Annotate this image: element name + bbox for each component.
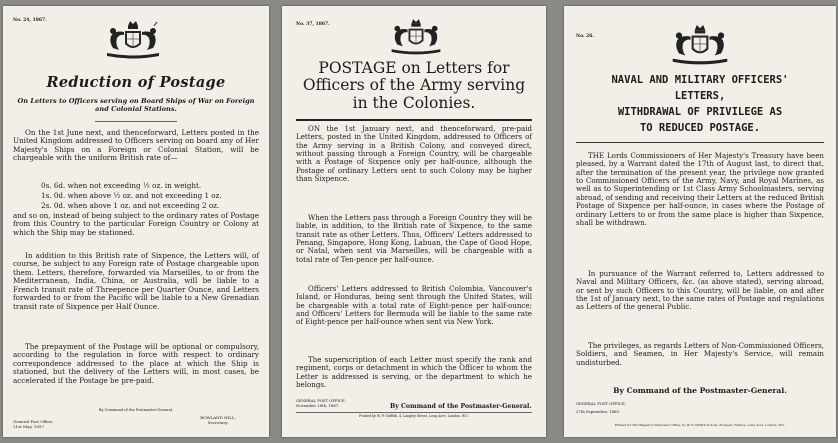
paragraph-4: The superscription of each Letter must specify the rank and regiment, corps or detachment in which the Officer to whom the Letter is addressed is serving, or the department to which he belongs. — [296, 355, 532, 390]
printer-imprint: Printed by W. P. Griffith, 4, Langley Street, Long Acre, London, W.C. — [359, 414, 469, 418]
title-line-3: WITHDRAWAL OF PRIVILEGE AS — [617, 106, 783, 118]
notice-number: No. 26. — [576, 34, 594, 39]
paragraph-4: The prepayment of the Postage will be optional or compulsory, according to the regulation in force with respect to ordinary correspondence addressed to the place at which the Ship is stationed, but the delivery of the Letters will, in most cases, be accelerated if the Postage be pre-paid. — [13, 342, 259, 385]
paragraph-2: and so on, instead of being subject to the ordinary rates of Postage from this Country to the particular Foreign Country or Colony at which the Ship may be stationed. — [13, 211, 259, 237]
notice-date: November 28th, 1867. — [296, 402, 340, 408]
notice-1867-reduction-of-postage — [3, 6, 269, 437]
notice-date: 27th September, 1869. — [576, 408, 621, 414]
command-line: By Command of the Postmaster-General. — [390, 403, 532, 410]
command-line: By Command of the Postmaster-General. — [613, 386, 787, 395]
title-line-1: NAVAL AND MILITARY OFFICERS' — [611, 74, 789, 86]
rate-line-2: 1s. 0d. when above ½ oz. and not exceeding 1 oz. — [41, 191, 222, 200]
notice-title: POSTAGE on Letters for Officers of the Army serving in the Colonies. — [302, 59, 526, 112]
notice-date: 21st May, 1857. — [13, 424, 46, 430]
notice-1867-army-officers-postage — [282, 6, 546, 437]
notice-number: No. 24, 1867. — [13, 18, 47, 23]
paragraph-3: In addition to this British rate of Sixpence, the Letters will, of course, be subject to any Foreign rate of Postage chargeable upon them. Letters, therefore, forwarded via Marseilles, to or from the Mediterranean, India, China, or Australia, will be liable to a French transit rate of Threepence per Quarter Ounce, and Letters forwarded to or from the Pacific will be liable to a New Grenadian transit rate of Sixpence per Half Ounce. — [13, 251, 259, 311]
paragraph-3: Officers' Letters addressed to British Colombia, Vancouver's Island, or Honduras, being sent through the United States, will be chargeable with a total rate of Eight-pence per half-ounce; and Officers' Letters for Bermuda will be liable to the same rate of Eight-pence per half-ounce when sent via New York. — [296, 284, 532, 327]
printer-imprint: Printed for Her Majesty's Stationery Office, by W. P. Griffith & Sons, Prospero Terrace, Long Acre, London, W.C. — [614, 423, 786, 427]
notice-1869-withdrawal-of-privilege — [564, 6, 836, 437]
office-block — [296, 399, 346, 409]
notice-title: Reduction of Postage — [46, 74, 226, 91]
signatory-name: ROWLAND HILL, — [200, 415, 236, 420]
command-line: By Command of the Postmaster-General, — [98, 408, 174, 412]
office-name: GENERAL POST OFFICE, — [296, 398, 347, 403]
paragraph-1: On the 1st June next, and thenceforward, Letters posted in the United Kingdom addressed to Officers serving on board any of Her Majesty's Ships on a Foreign or Colonial Station, will be chargeable with the uniform British rate of— — [13, 128, 259, 163]
office-name: GENERAL POST OFFICE, — [576, 401, 627, 406]
divider — [296, 119, 532, 121]
paragraph-2: In pursuance of the Warrant referred to, Letters addressed to Naval and Military Officers, &c. (as above stated), serving abroad, or sent by such Officers to this Country, will be liable, on and after the 1st of January next, to the same rates of Postage and regulations as Letters of the general Public. — [576, 269, 824, 312]
office-name: General Post Office, — [13, 419, 54, 424]
divider — [576, 142, 824, 143]
royal-coat-of-arms-icon — [101, 20, 165, 60]
rate-line-1: 0s. 6d. when not exceeding ½ oz. in weight. — [41, 181, 202, 190]
office-block — [576, 402, 626, 415]
paragraph-2: When the Letters pass through a Foreign Country they will be liable, in addition, to the British rate of Sixpence, to the same transit rate as other Letters. Thus, Officers' Letters addressed to Penang, Singapore, Hong Kong, Labuan, the Cape of Good Hope, or Natal, when sent via Marseilles, will be chargeable with a total rate of Ten-pence per half-ounce. — [296, 213, 532, 264]
paragraph-1: THE Lords Commissioners of Her Majesty's Treasury have been pleased, by a Warrant dated the 17th of August last, to direct that, after the termination of the present year, the privilege now granted to Commissioned Officers of the Army, Navy, and Royal Marines, as well as to Superintending or 1st Class Army Schoolmasters, serving abroad, of sending and receiving their Letters at the reduced British Postage of Sixpence per half-ounce, in cases where the Postage of ordinary Letters to or from the same place is higher than Sixpence, shall be withdrawn. — [576, 151, 824, 227]
signatory-title: Secretary. — [207, 420, 229, 426]
paragraph-1: ON the 1st January next, and thenceforward, pre-paid Letters, posted in the United Kingdom, addressed to Officers of the Army serving in a British Colony, and conveyed direct, without passing through a Foreign Country, will be chargeable with a Postage of Sixpence only per half-ounce, although the Postage of ordinary Letters sent to such Colony may be higher than Sixpence. — [296, 124, 532, 184]
office-block — [13, 419, 54, 429]
signature-block — [183, 415, 253, 425]
divider — [296, 412, 532, 413]
notice-number: No. 37, 1867. — [296, 22, 330, 27]
title-line-2: LETTERS, — [674, 90, 726, 102]
notice-subtitle: On Letters to Officers serving on Board Ships of War on Foreign and Colonial Stations. — [17, 97, 255, 114]
royal-coat-of-arms-icon — [386, 18, 446, 56]
divider — [95, 121, 177, 122]
royal-coat-of-arms-icon — [666, 24, 734, 66]
rate-line-3: 2s. 0d. when above 1 oz. and not exceeding 2 oz. — [41, 201, 220, 210]
paragraph-3: The privileges, as regards Letters of Non-Commissioned Officers, Soldiers, and Seamen, in Her Majesty's Service, will remain undisturbed. — [576, 341, 824, 367]
title-line-4: TO REDUCED POSTAGE. — [639, 122, 761, 134]
